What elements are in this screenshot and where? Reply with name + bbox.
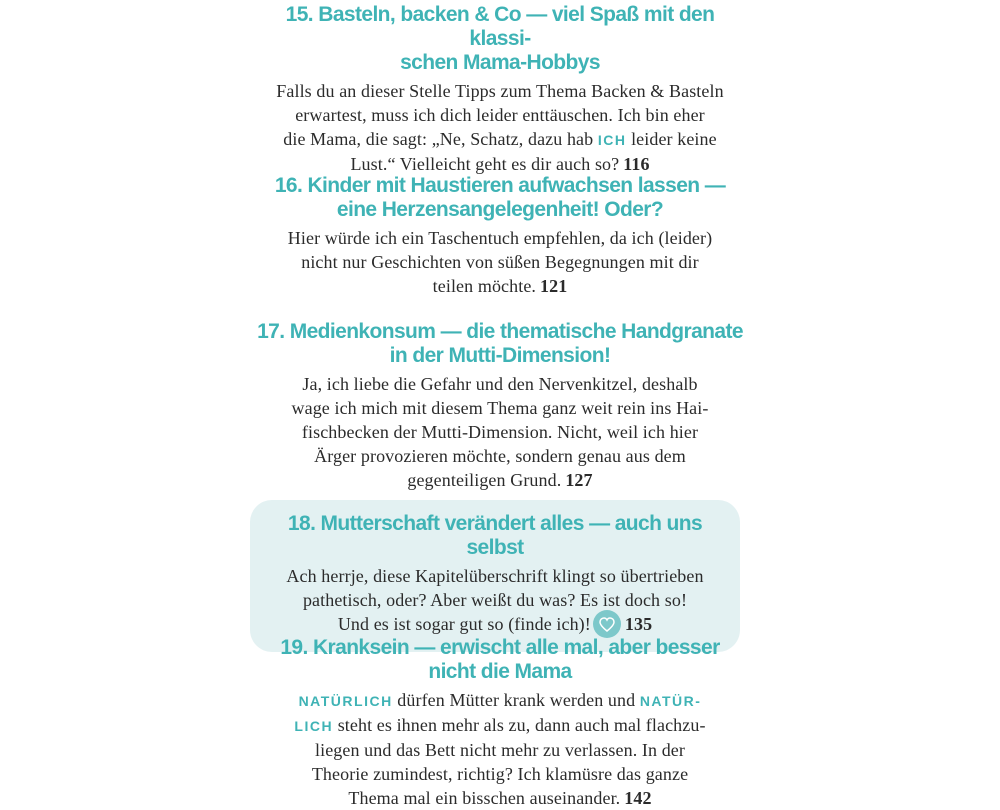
toc-entry-19 (255, 636, 745, 810)
entry-heading: 17. Medienkonsum — die thematische Handgranate in der Mutti-Dimension! (257, 320, 743, 367)
entry-text: Falls du an dieser Stelle Tipps zum Thema Backen & Basteln erwartest, muss ich dich leider enttäuschen. Ich bin eher die Mama, die sagt: „Ne, Schatz, dazu hab ICH leider keine Lust.“ Vielleicht geht es dir auch so? 116 (276, 81, 724, 174)
entry-heading: 16. Kinder mit Haustieren aufwachsen lassen — eine Herzensangelegenheit! Oder? (274, 174, 726, 221)
toc-entry-17 (255, 320, 745, 492)
emphasis-word: ICH (597, 132, 627, 148)
entry-text: Ach herrje, diese Kapitelüberschrift klingt so übertrieben pathetisch, oder? Aber weißt du was? Es ist doch so! Und es ist sogar gut so (finde ich)! 135 (260, 564, 730, 640)
heart-icon (593, 610, 621, 638)
page-number: 142 (624, 788, 652, 808)
page-number: 135 (624, 614, 653, 635)
toc-entry-16 (255, 174, 745, 298)
entry-text: Ja, ich liebe die Gefahr und den Nervenkitzel, deshalb wage ich mich mit diesem Thema ganz weit rein ins Hai- fischbecken der Mutti-Dimension. Nicht, weil ich hier Ärger provozieren möchte, sondern genau aus dem gegenteiligen Grund. 127 (291, 374, 709, 490)
toc-entry-18 (250, 500, 740, 652)
emphasis-word: LICH (294, 718, 334, 734)
entry-heading: 19. Kranksein — erwischt alle mal, aber besser nicht die Mama (280, 636, 720, 683)
emphasis-word: NATÜRLICH (298, 693, 393, 709)
emphasis-word: NATÜR- (639, 693, 702, 709)
entry-heading: 15. Basteln, backen & Co — viel Spaß mit den klassi- schen Mama-Hobbys (285, 3, 715, 74)
toc-entry-15 (255, 3, 745, 176)
page-number: 121 (540, 276, 568, 296)
entry-text: Hier würde ich ein Taschentuch empfehlen, da ich (leider) nicht nur Geschichten von süßen Begegnungen mit dir teilen möchte. 121 (287, 228, 713, 296)
entry-heading: 18. Mutterschaft verändert alles — auch uns selbst (287, 512, 703, 559)
page-number: 116 (623, 154, 650, 174)
page-number: 127 (565, 470, 593, 490)
entry-text: NATÜRLICH dürfen Mütter krank werden und NATÜR- LICH steht es ihnen mehr als zu, dann auch mal flachzu- liegen und das Bett nicht mehr zu verlassen. In der Theorie zumindest, richtig? Ich klamüsre das ganze Thema mal ein bisschen auseinander. 142 (294, 690, 706, 808)
